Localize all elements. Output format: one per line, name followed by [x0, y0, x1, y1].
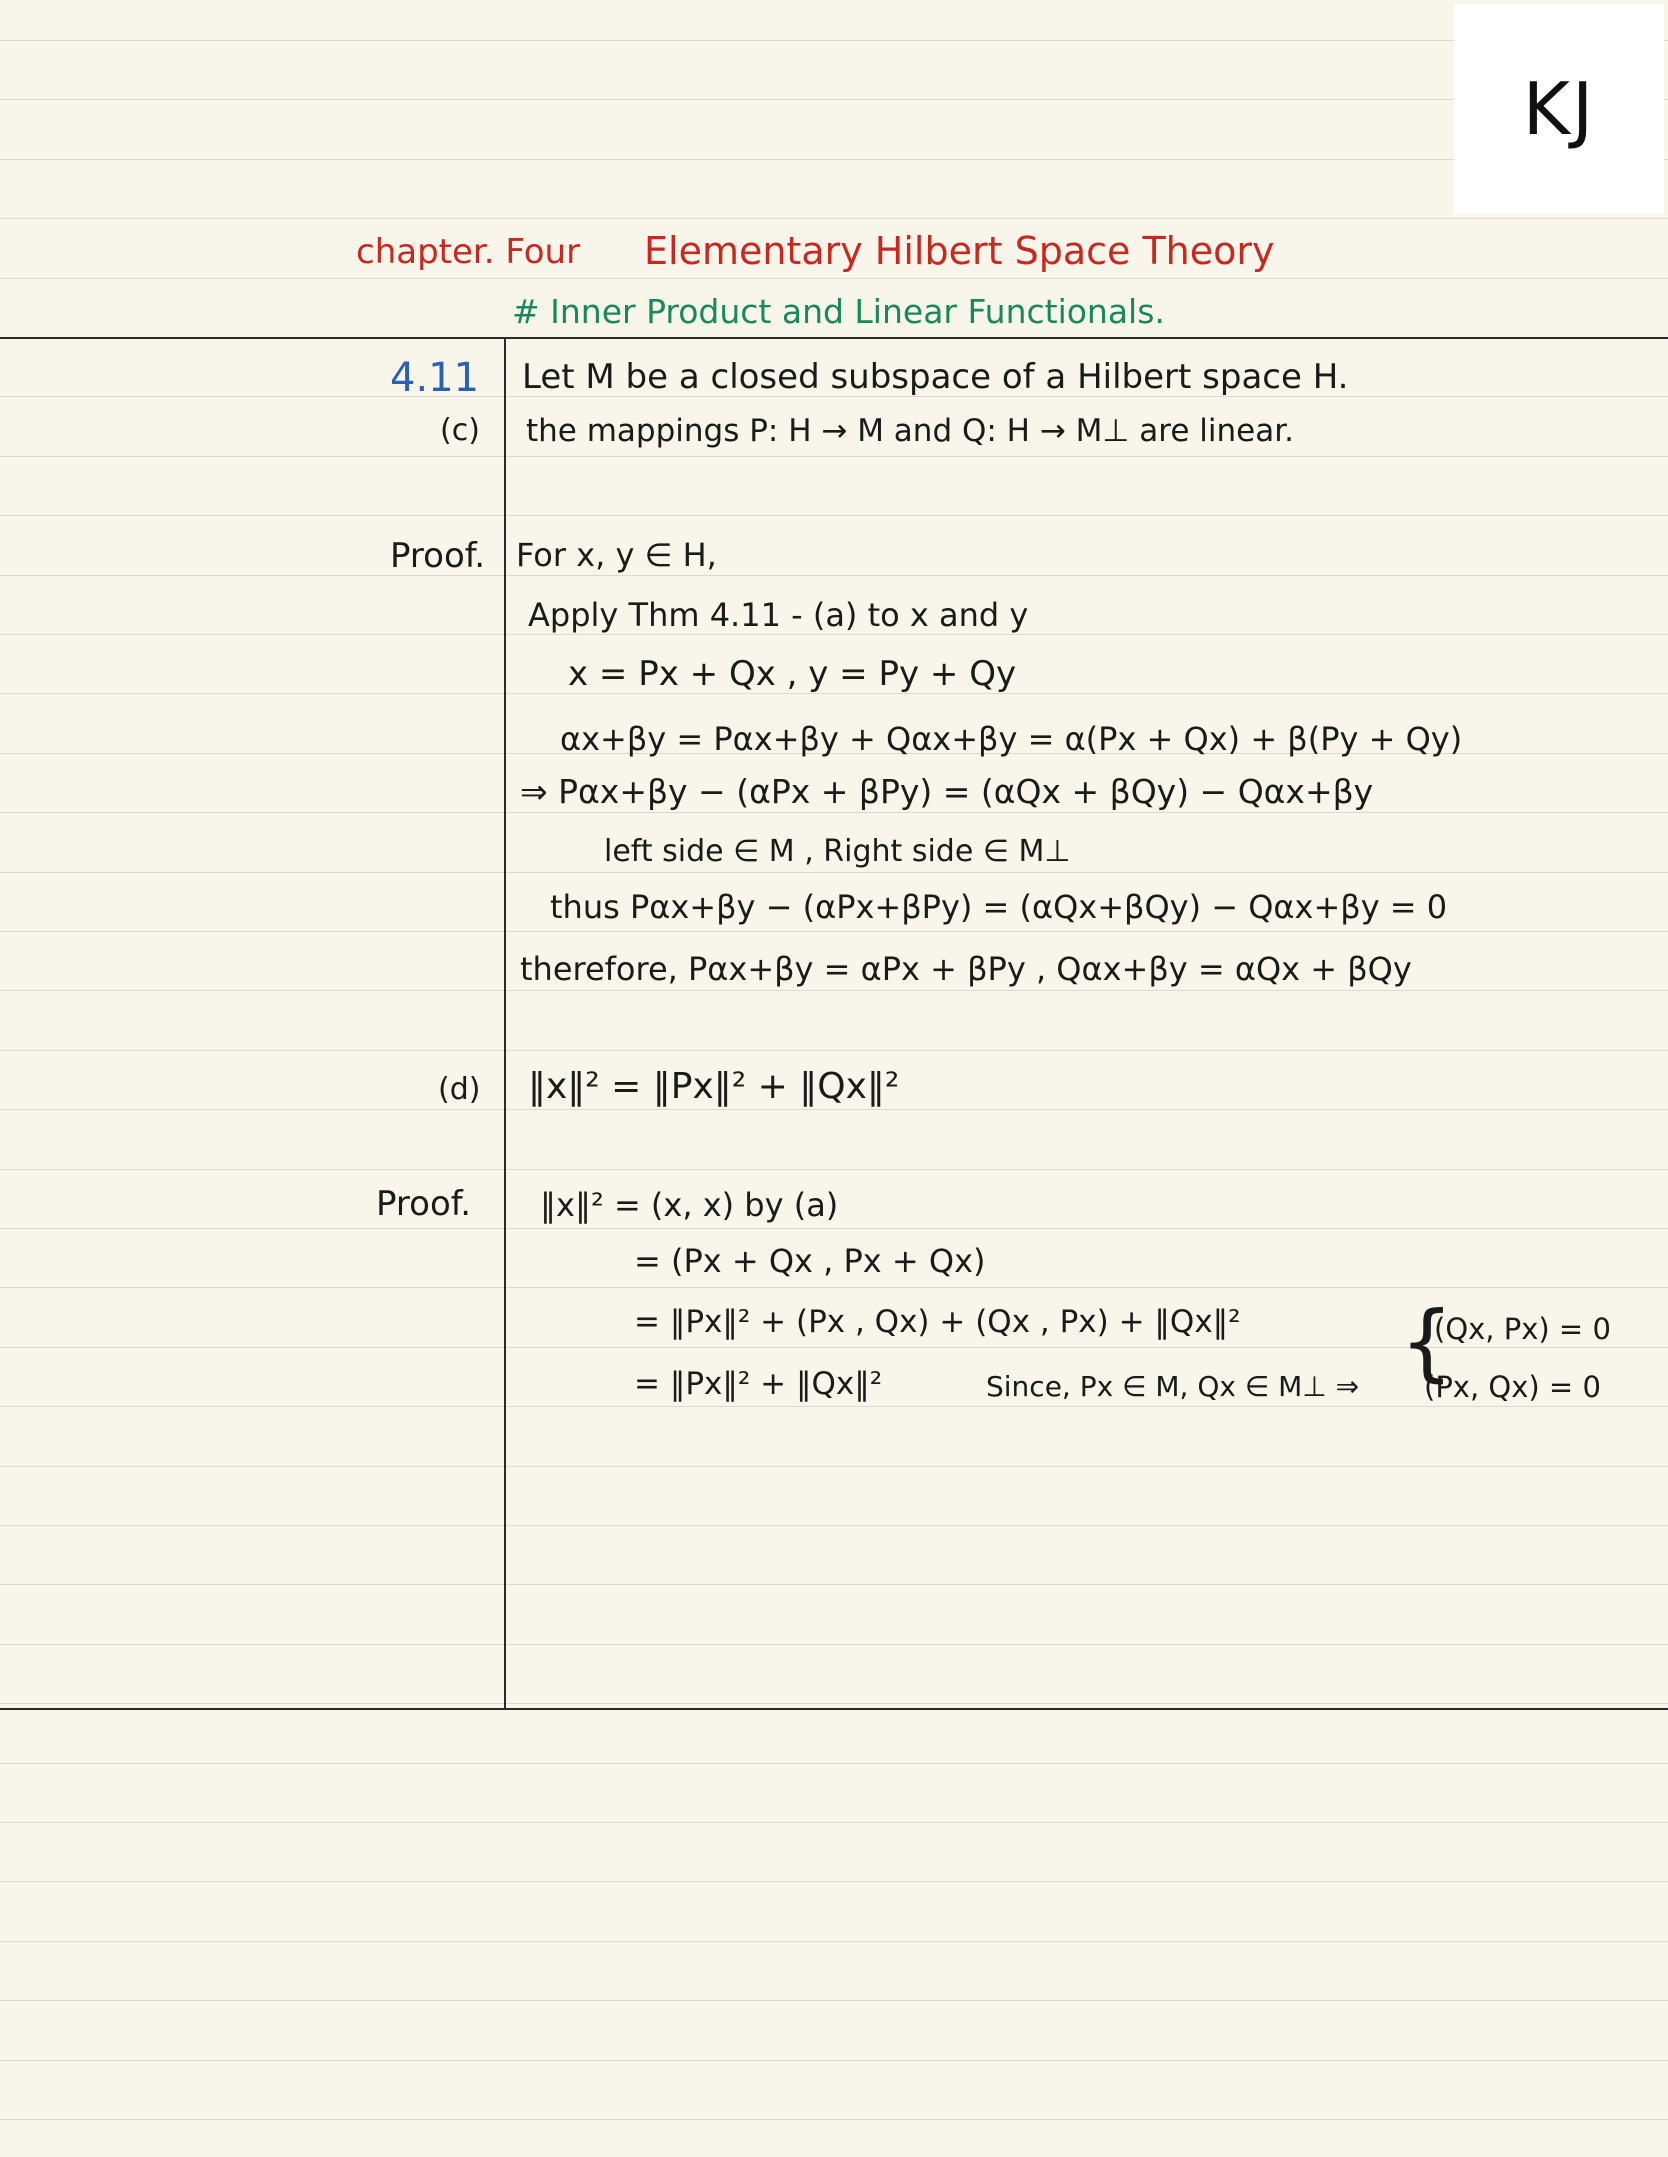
notebook-rule	[0, 1881, 1668, 1882]
notebook-rule	[0, 634, 1668, 635]
part-d-label: (d)	[438, 1072, 481, 1107]
notebook-rule	[0, 1584, 1668, 1585]
notebook-rule	[0, 990, 1668, 991]
notebook-rule	[0, 1287, 1668, 1288]
notebook-rule	[0, 2119, 1668, 2120]
notebook-rule	[0, 812, 1668, 813]
notebook-rule	[0, 1109, 1668, 1110]
notebook-rule	[0, 456, 1668, 457]
orthogonality-result-bottom: (Px, Qx) = 0	[1424, 1370, 1601, 1404]
brace-icon: {	[1400, 1293, 1454, 1391]
proof-c-line: x = Px + Qx , y = Py + Qy	[568, 654, 1017, 694]
footer-divider	[0, 1708, 1668, 1710]
part-d-statement: ‖x‖² = ‖Px‖² + ‖Qx‖²	[528, 1066, 900, 1107]
proof-c-line: αx+βy = Pαx+βy + Qαx+βy = α(Px + Qx) + β(Py + Qy)	[560, 720, 1463, 758]
notebook-rule	[0, 1941, 1668, 1942]
proof-c-line: therefore, Pαx+βy = αPx + βPy , Qαx+βy = αQx + βQy	[520, 950, 1412, 988]
notebook-rule	[0, 1406, 1668, 1407]
notebook-rule	[0, 1644, 1668, 1645]
chapter-title: Elementary Hilbert Space Theory	[644, 229, 1275, 273]
proof-d-line: = ‖Px‖² + ‖Qx‖²	[634, 1366, 883, 1402]
theorem-statement: Let M be a closed subspace of a Hilbert space H.	[522, 357, 1349, 397]
orthogonality-result-top: (Qx, Px) = 0	[1434, 1312, 1611, 1346]
notebook-rule	[0, 872, 1668, 873]
initials-box	[1454, 4, 1664, 214]
notebook-rule	[0, 2000, 1668, 2001]
notebook-rule	[0, 1228, 1668, 1229]
notebook-rule	[0, 218, 1668, 219]
proof-d-line: = ‖Px‖² + (Px , Qx) + (Qx , Px) + ‖Qx‖²	[634, 1304, 1241, 1340]
proof-c-line: For x, y ∈ H,	[516, 536, 717, 574]
part-c-label: (c)	[440, 413, 480, 448]
theorem-number: 4.11	[390, 355, 480, 401]
since-note: Since, Px ∈ M, Qx ∈ M⊥ ⇒	[986, 1370, 1360, 1403]
notebook-rule	[0, 278, 1668, 279]
proof-d-label: Proof.	[376, 1184, 472, 1224]
notebook-rule	[0, 1466, 1668, 1467]
notebook-rule	[0, 1763, 1668, 1764]
proof-d-line: = (Px + Qx , Px + Qx)	[634, 1242, 986, 1280]
notebook-rule	[0, 40, 1668, 41]
notebook-rule	[0, 1050, 1668, 1051]
notebook-rule	[0, 931, 1668, 932]
margin-divider	[504, 337, 506, 1710]
proof-d-line: ‖x‖² = (x, x) by (a)	[540, 1186, 839, 1224]
proof-c-line: left side ∈ M , Right side ∈ M⊥	[604, 834, 1071, 869]
proof-c-line: Apply Thm 4.11 - (a) to x and y	[528, 596, 1029, 634]
notebook-rule	[0, 1169, 1668, 1170]
notebook-rule	[0, 575, 1668, 576]
notebook-rule	[0, 515, 1668, 516]
part-c-statement: the mappings P: H → M and Q: H → M⊥ are linear.	[526, 413, 1294, 449]
notebook-rule	[0, 159, 1668, 160]
proof-c-line: thus Pαx+βy − (αPx+βPy) = (αQx+βQy) − Qαx+βy = 0	[550, 888, 1448, 926]
notebook-rule	[0, 2060, 1668, 2061]
proof-c-label: Proof.	[390, 536, 486, 576]
notebook-rule	[0, 1703, 1668, 1704]
notebook-rule	[0, 1525, 1668, 1526]
notebook-rule	[0, 99, 1668, 100]
notebook-rule	[0, 1822, 1668, 1823]
header-divider	[0, 337, 1668, 339]
chapter-label: chapter. Four	[356, 232, 581, 272]
proof-c-line: ⇒ Pαx+βy − (αPx + βPy) = (αQx + βQy) − Qαx+βy	[520, 772, 1374, 811]
section-title: # Inner Product and Linear Functionals.	[512, 292, 1165, 331]
author-initials: KJ	[1522, 67, 1596, 151]
